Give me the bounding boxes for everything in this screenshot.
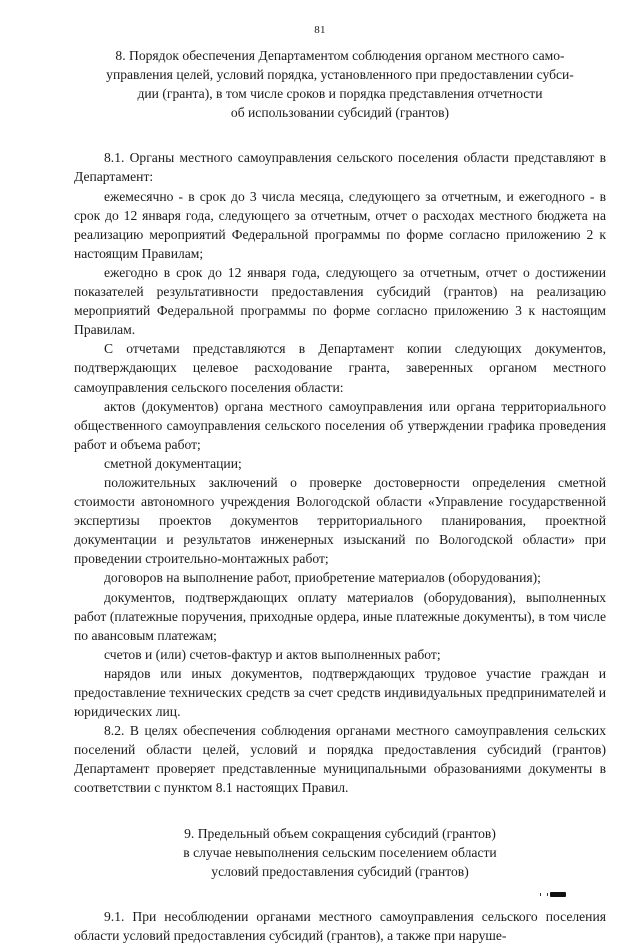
heading-line: 8. Порядок обеспечения Департаментом соблюдения органом местного само- — [115, 48, 565, 63]
heading-line: дии (гранта), в том числе сроков и порядка представления отчетности — [137, 86, 543, 102]
heading-line: условий предоставления субсидий (грантов) — [211, 863, 469, 879]
heading-line: 9. Предельный объем сокращения субсидий (грантов) — [184, 825, 496, 841]
paragraph-work-orders: нарядов или иных документов, подтверждающих трудовое участие граждан и предоставление технических средств за счет средств индивидуальных предпринимателей и юридических лиц. — [74, 665, 606, 720]
paragraph-acts: актов (документов) органа местного самоуправления или органа территориального общественного самоуправления сельского поселения об утверждении графика проведения работ и объема работ; — [74, 398, 606, 452]
document-body — [74, 46, 606, 945]
paragraph-documents-intro: С отчетами представляются в Департамент копии следующих документов, подтверждающих целевое расходование гранта, заверенных органом местного самоуправления сельского поселения области: — [74, 341, 606, 395]
paragraph-expert-conclusions: положительных заключений о проверке достоверности определения сметной стоимости автономного учреждения Вологодской области «Управление государственной экспертизы проектов документов территориального планирования, проектной документации и результатов инженерных изысканий по Вологодской области» при проведении строительно-монтажных работ; — [74, 474, 606, 567]
paragraph-contracts: договоров на выполнение работ, приобретение материалов (оборудования); — [104, 570, 541, 586]
scan-artifact — [550, 892, 566, 897]
paragraph-payment-documents: документов, подтверждающих оплату материалов (оборудования), выполненных работ (платежные поручения, приходные ордера, иные платежные документы), в том числе по авансовым платежам; — [74, 589, 606, 643]
section-8-heading — [74, 46, 606, 122]
paragraph-9-1: 9.1. При несоблюдении органами местного самоуправления сельского поселения области условий предоставления субсидий (грантов), а также при наруше- — [74, 908, 606, 943]
paragraph-invoices: счетов и (или) счетов-фактур и актов выполненных работ; — [104, 646, 441, 662]
paragraph-monthly-report: ежемесячно - в срок до 3 числа месяца, следующего за отчетным, и ежегодного - в срок до 12 января года, следующего за отчетным, отчет о расходах местного бюджета на реализацию мероприятий Федеральной программы по форме согласно приложению 2 к настоящим Правилам; — [74, 188, 606, 261]
paragraph-8-1: 8.1. Органы местного самоуправления сельского поселения области представляют в Департамент: — [74, 150, 606, 185]
paragraph-8-2: 8.2. В целях обеспечения соблюдения органами местного самоуправления сельских поселений области целей, условий и порядка предоставления субсидий (грантов) Департамент проверяет представленные муниципальными образованиями документы в соответствии с пунктом 8.1 настоящих Правил. — [74, 723, 606, 796]
section-9-heading — [74, 824, 606, 881]
heading-line: управления целей, условий порядка, установленного при предоставлении субси- — [106, 67, 574, 83]
paragraph-annual-report: ежегодно в срок до 12 января года, следующего за отчетным, отчет о достижении показателей результативности предоставления субсидий (грантов) на реализацию мероприятий Федеральной программы по форме согласно приложению 3 к настоящим Правилам. — [74, 264, 606, 338]
page-number: 81 — [314, 24, 326, 36]
heading-line: в случае невыполнения сельским поселением области — [183, 844, 497, 860]
paragraph-estimates: сметной документации; — [104, 455, 242, 471]
scan-artifact — [540, 893, 548, 896]
heading-line: об использовании субсидий (грантов) — [230, 105, 450, 121]
